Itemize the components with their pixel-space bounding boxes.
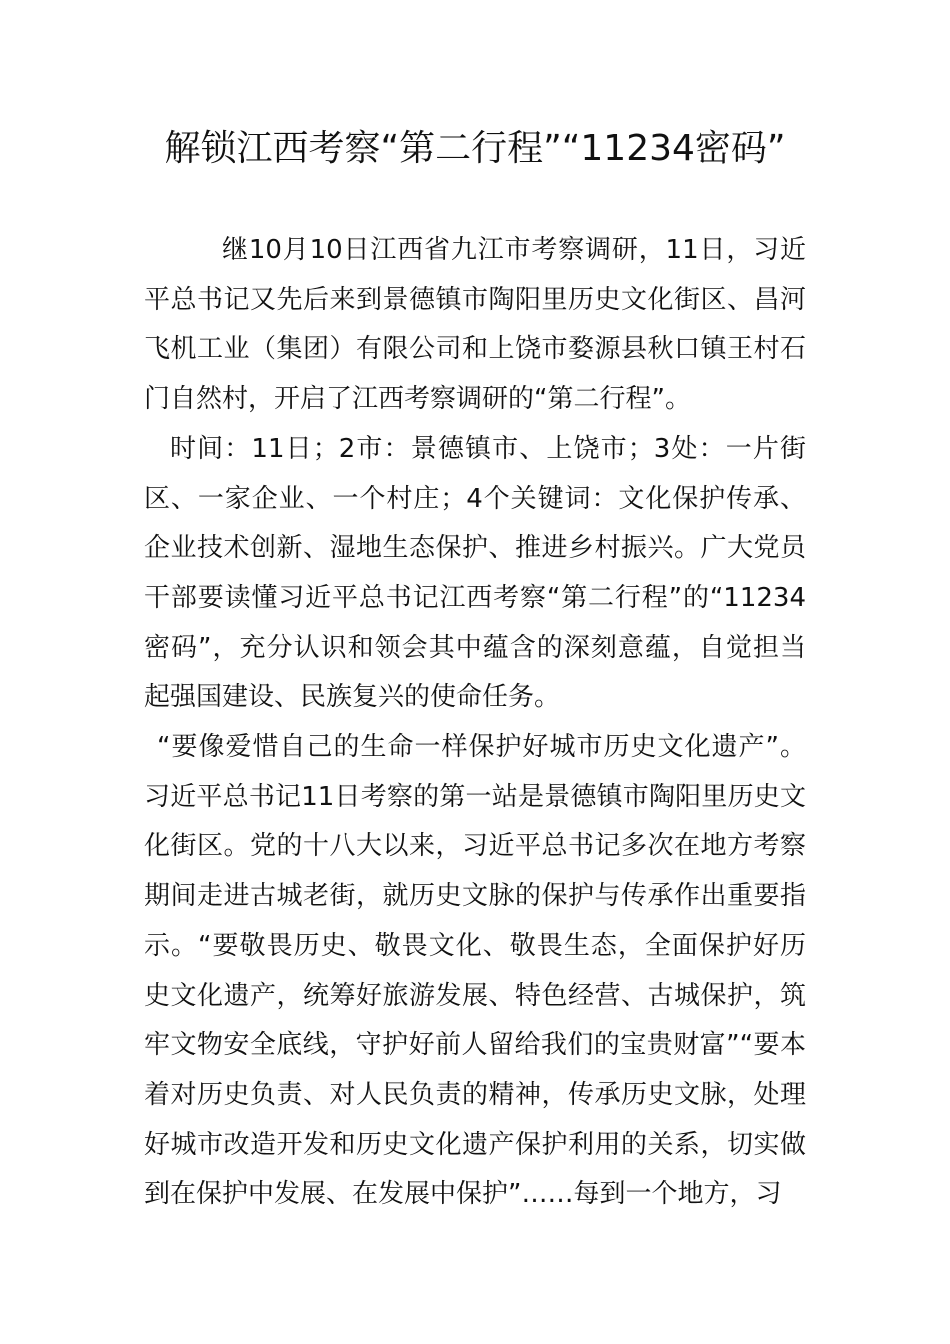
paragraph-3: “要像爱惜自己的生命一样保护好城市历史文化遗产”。习近平总书记11日考察的第一站是景德镇市陶阳里历史文化街区。党的十八大以来，习近平总书记多次在地方考察期间走进古城老街，就历史文脉的保护与传承作出重要指示。“要敬畏历史、敬畏文化、敬畏生态，全面保护好历史文化遗产，统筹好旅游发展、特色经营、古城保护，筑牢文物安全底线，守护好前人留给我们的宝贵财富”“要本着对历史负责、对人民负责的精神，传承历史文脉，处理好城市改造开发和历史文化遗产保护利用的关系，切实做到在保护中发展、在发展中保护”……每到一个地方，习 [144,732,806,1210]
paragraph-2: 时间：11日；2市：景德镇市、上饶市；3处：一片街区、一家企业、一个村庄；4个关键词：文化保护传承、企业技术创新、湿地生态保护、推进乡村振兴。广大党员干部要读懂习近平总书记江西考察“第二行程”的“11234密码”，充分认识和领会其中蕴含的深刻意蕴，自觉担当起强国建设、民族复兴的使命任务。 [144,433,806,713]
document-body [144,226,806,1220]
paragraph-1: 继10月10日江西省九江市考察调研，11日，习近平总书记又先后来到景德镇市陶阳里历史文化街区、昌河飞机工业（集团）有限公司和上饶市婺源县秋口镇王村石门自然村，开启了江西考察调研的“第二行程”。 [144,235,806,415]
document-title: 解锁江西考察“第二行程”“11234密码” [164,128,786,169]
